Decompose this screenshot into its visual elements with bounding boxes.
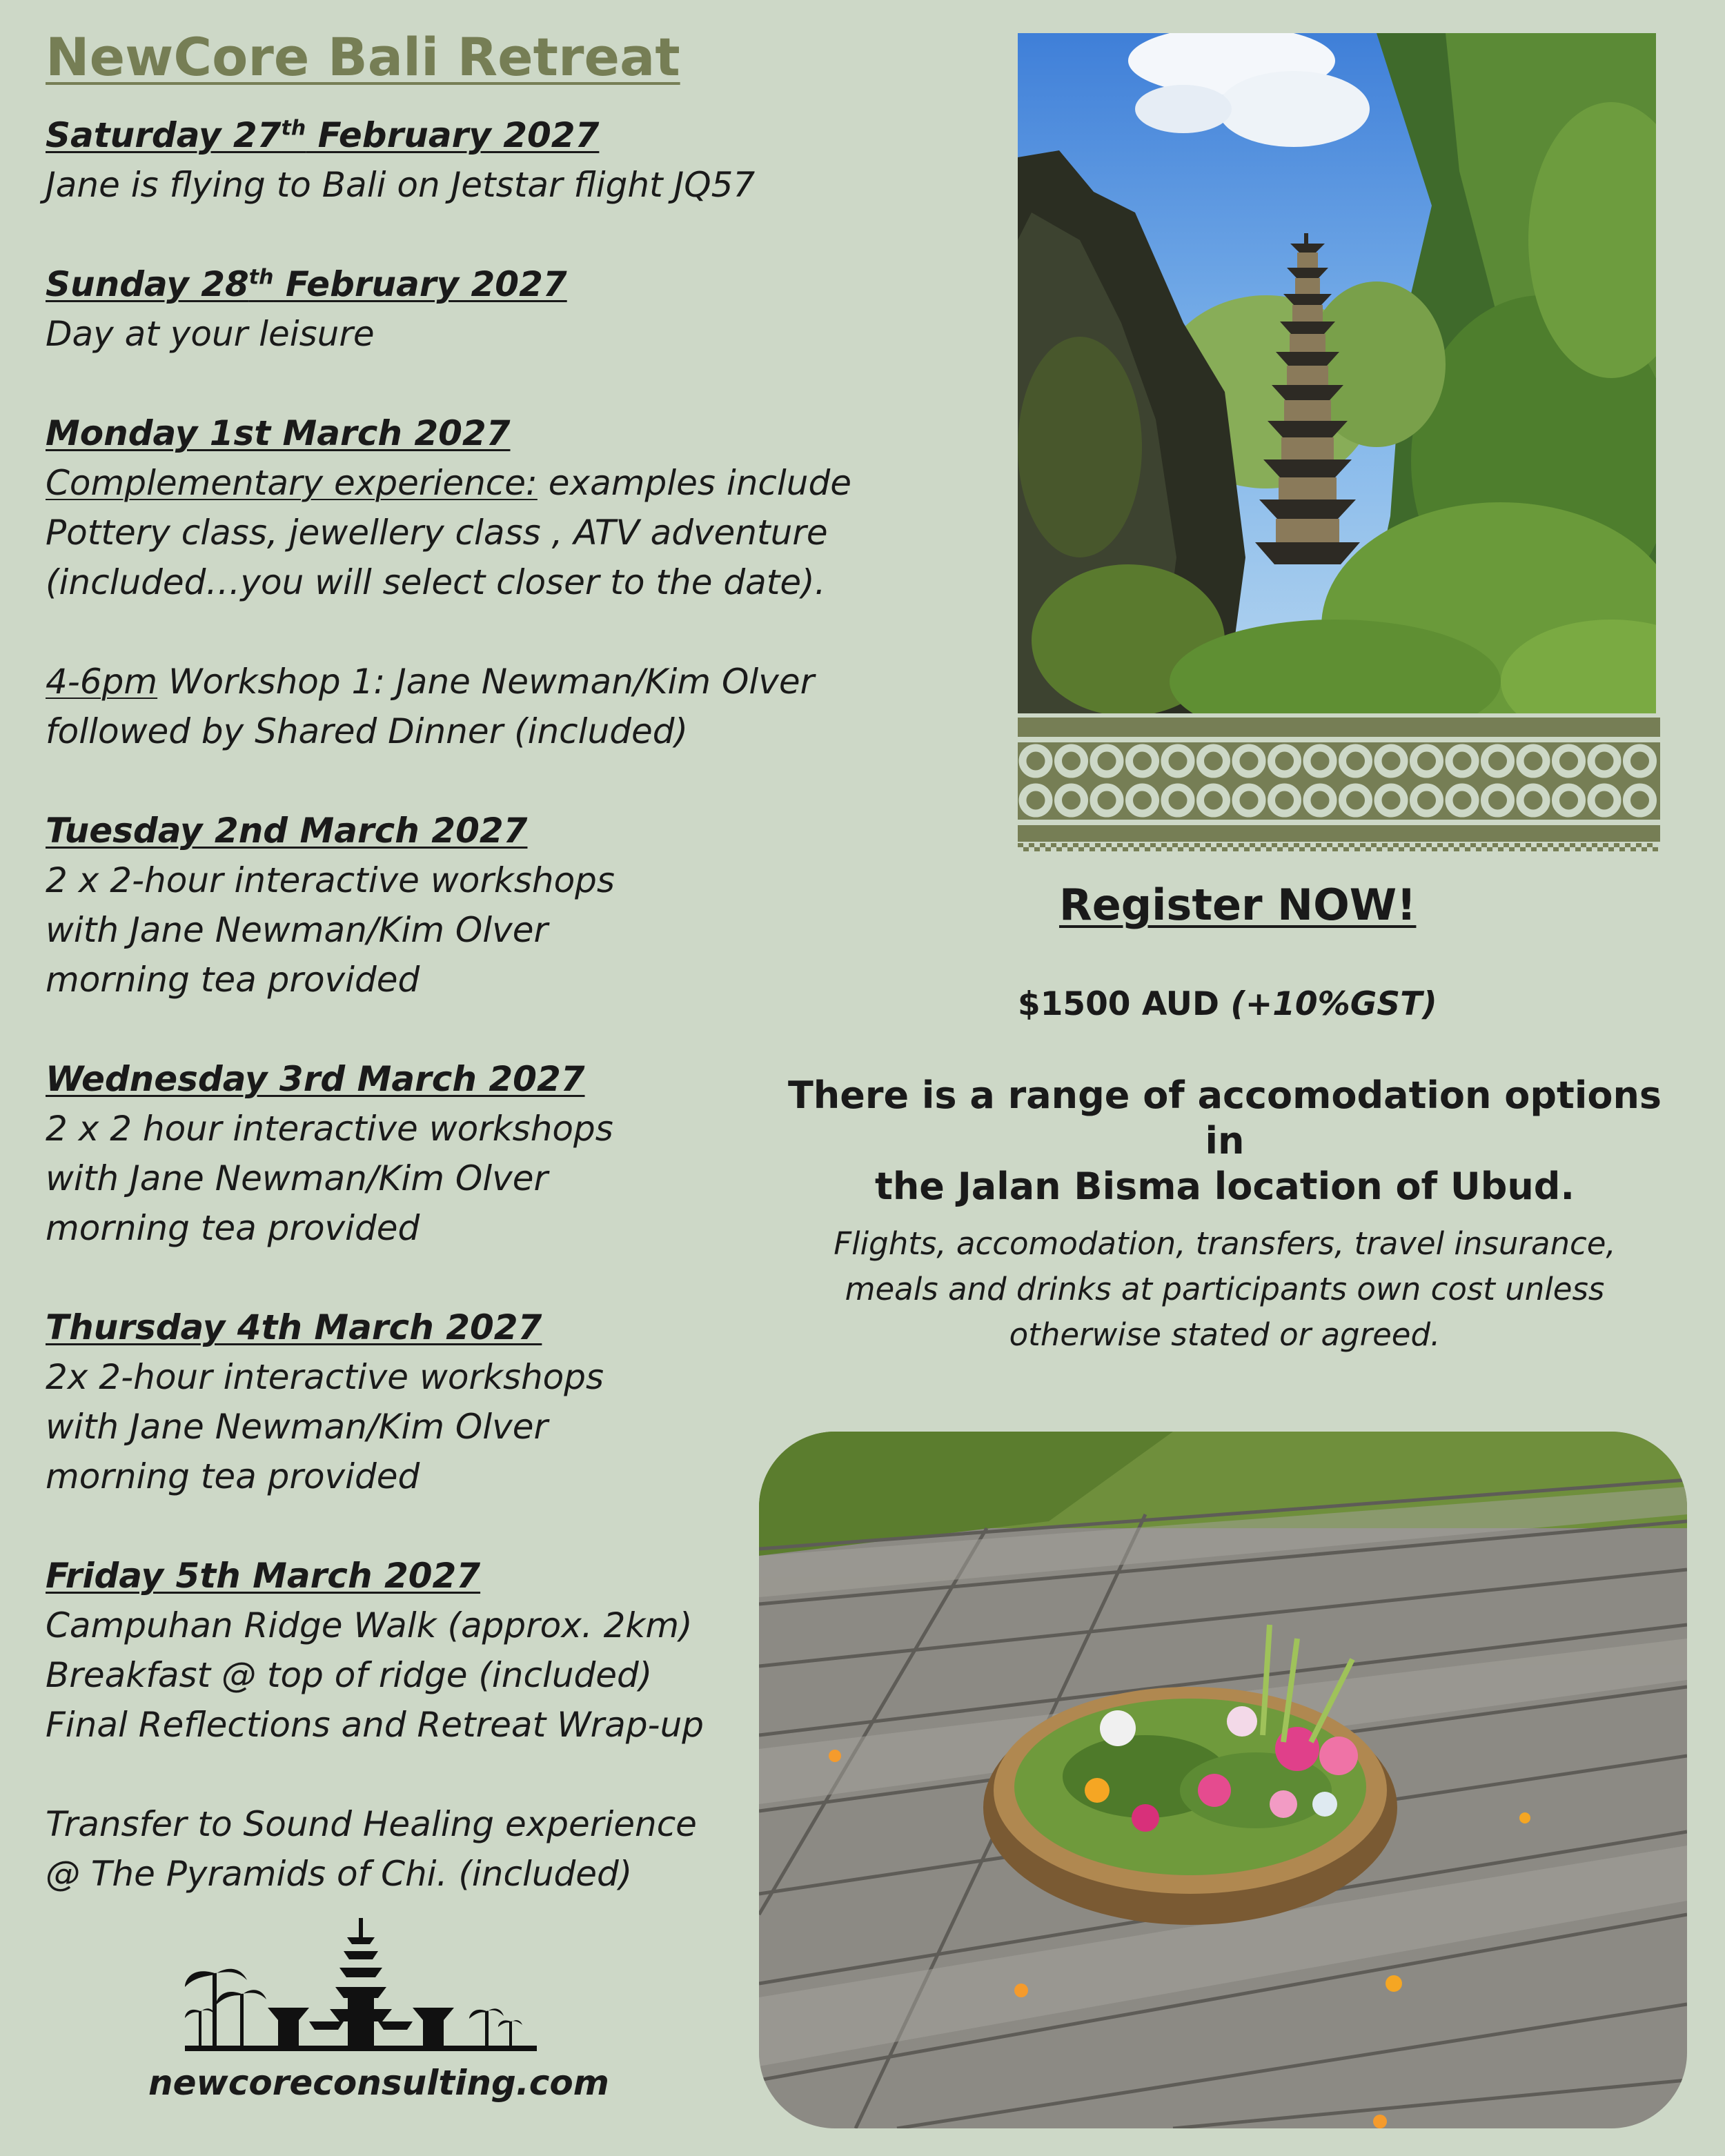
border-ring — [1094, 787, 1120, 813]
border-checker — [1415, 843, 1421, 847]
day-saturday — [46, 110, 860, 210]
border-checker — [1161, 843, 1167, 847]
day-friday — [46, 1551, 860, 1899]
offering-photo-illustration — [759, 1432, 1687, 2128]
border-checker — [1255, 847, 1261, 851]
border-checker — [1078, 847, 1084, 851]
border-checker — [1194, 843, 1200, 847]
border-checker — [1178, 847, 1183, 851]
border-checker — [1448, 843, 1454, 847]
border-checker — [1117, 843, 1123, 847]
border-ring — [1058, 748, 1085, 774]
border-checker — [1581, 843, 1586, 847]
border-checker — [1056, 847, 1062, 851]
border-checker — [1625, 843, 1630, 847]
day-detail: with Jane Newman/Kim Olver — [46, 1158, 549, 1198]
price-amount: $1500 AUD — [1018, 985, 1219, 1023]
border-checker — [1520, 847, 1526, 851]
border-checker — [1354, 847, 1360, 851]
border-checker — [1233, 847, 1239, 851]
border-ring — [1556, 748, 1582, 774]
border-checker — [1470, 843, 1476, 847]
temple-photo — [1018, 33, 1656, 713]
border-ring — [1023, 748, 1049, 774]
border-checker — [1366, 847, 1371, 851]
day-wednesday — [46, 1054, 860, 1253]
border-checker — [1432, 847, 1437, 851]
border-checker — [1266, 847, 1272, 851]
day-detail: with Jane Newman/Kim Olver — [46, 1407, 549, 1447]
border-checker — [1410, 847, 1415, 851]
border-checker — [1332, 847, 1338, 851]
border-checker — [1216, 843, 1222, 847]
border-ring — [1201, 787, 1227, 813]
price-tax: (+10%GST) — [1230, 985, 1437, 1023]
border-checker — [1288, 847, 1294, 851]
border-checker — [1277, 847, 1283, 851]
border-ring — [1165, 787, 1191, 813]
border-ring — [1272, 787, 1298, 813]
border-ring — [1236, 748, 1262, 774]
border-checker — [1619, 847, 1625, 851]
day-detail: Jane is flying to Bali on Jetstar flight JQ57 — [46, 165, 756, 205]
border-checker — [1548, 843, 1553, 847]
border-ring — [1414, 748, 1440, 774]
border-checker — [1128, 843, 1134, 847]
border-ring — [1591, 748, 1617, 774]
border-ring — [1236, 787, 1262, 813]
day-heading-tuesday: Tuesday 2nd March 2027 — [46, 811, 528, 851]
border-checker — [1443, 847, 1448, 851]
border-checker — [1310, 847, 1316, 851]
border-checker — [1542, 847, 1548, 851]
border-ring — [1627, 787, 1653, 813]
border-checker — [1239, 843, 1244, 847]
border-checker — [1134, 847, 1139, 851]
border-ring — [1058, 787, 1085, 813]
border-ring — [1130, 787, 1156, 813]
bali-temple-logo — [185, 1918, 537, 2063]
day-heading-thursday: Thursday 4th March 2027 — [46, 1307, 542, 1347]
day-detail: (included…you will select closer to the date). — [46, 562, 826, 602]
border-checker — [1492, 843, 1498, 847]
border-checker — [1189, 847, 1194, 851]
border-checker — [1272, 843, 1277, 847]
border-checker — [1200, 847, 1205, 851]
day-detail: morning tea provided — [46, 1456, 420, 1496]
border-ring — [1307, 748, 1333, 774]
day-detail: @ The Pyramids of Chi. (included) — [46, 1854, 633, 1894]
border-checker — [1570, 843, 1575, 847]
border-checker — [1537, 843, 1542, 847]
border-checker — [1630, 847, 1636, 851]
border-checker — [1531, 847, 1537, 851]
border-checker — [1614, 843, 1619, 847]
day-thursday — [46, 1303, 860, 1501]
border-checker — [1559, 843, 1564, 847]
border-ring — [1130, 748, 1156, 774]
day-sunday — [46, 259, 860, 359]
border-checker — [1034, 847, 1040, 851]
border-checker — [1045, 847, 1051, 851]
border-checker — [1603, 843, 1608, 847]
border-checker — [1454, 847, 1459, 851]
border-checker — [1228, 843, 1233, 847]
border-checker — [1283, 843, 1288, 847]
day-detail: Day at your leisure — [46, 314, 375, 354]
border-checker — [1211, 847, 1216, 851]
border-checker — [1150, 843, 1156, 847]
day-heading-friday: Friday 5th March 2027 — [46, 1556, 481, 1596]
day-heading-monday: Monday 1st March 2027 — [46, 413, 511, 453]
day-detail: Breakfast @ top of ridge (included) — [46, 1655, 653, 1695]
border-checker — [1106, 843, 1112, 847]
border-checker — [1090, 847, 1095, 851]
border-ring — [1520, 748, 1546, 774]
border-checker — [1515, 843, 1520, 847]
border-ring — [1343, 787, 1369, 813]
border-ring — [1201, 748, 1227, 774]
border-ring — [1591, 787, 1617, 813]
border-checker — [1377, 847, 1382, 851]
border-checker — [1095, 843, 1101, 847]
cost-disclaimer: Flights, accomodation, transfers, travel insurance, meals and drinks at participants own cost unless otherwise stated or agreed. — [834, 1225, 1616, 1353]
border-ring — [1485, 748, 1511, 774]
price — [1018, 985, 1437, 1023]
day-detail: followed by Shared Dinner (included) — [46, 711, 688, 751]
border-checker — [1465, 847, 1470, 851]
page-title: NewCore Bali Retreat — [46, 26, 680, 88]
border-checker — [1487, 847, 1492, 851]
border-checker — [1156, 847, 1161, 851]
day-detail: Complementary experience: examples include — [46, 463, 851, 503]
accommodation-note: There is a range of accomodation options in the Jalan Bisma location of Ubud. — [787, 1074, 1662, 1208]
border-checker — [1642, 847, 1647, 851]
border-checker — [1018, 843, 1023, 847]
day-detail: 2x 2-hour interactive workshops — [46, 1357, 604, 1397]
day-detail: morning tea provided — [46, 960, 420, 1000]
border-ring — [1449, 748, 1475, 774]
border-ring — [1378, 787, 1404, 813]
day-tuesday — [46, 806, 860, 1005]
border-checker — [1123, 847, 1128, 851]
border-checker — [1382, 843, 1388, 847]
border-checker — [1586, 847, 1592, 851]
border-checker — [1205, 843, 1211, 847]
day-detail: Final Reflections and Retreat Wrap-up — [46, 1705, 704, 1745]
border-checker — [1653, 847, 1658, 851]
border-checker — [1167, 847, 1172, 851]
temple-photo-illustration — [1018, 33, 1656, 713]
day-detail: 2 x 2 hour interactive workshops — [46, 1109, 613, 1149]
day-detail: morning tea provided — [46, 1208, 420, 1248]
border-checker — [1062, 843, 1067, 847]
offering-photo — [759, 1432, 1687, 2128]
circle-pattern-border — [1018, 718, 1660, 856]
border-ring — [1414, 787, 1440, 813]
border-checker — [1371, 843, 1377, 847]
border-ring — [1378, 748, 1404, 774]
border-checker — [1139, 843, 1145, 847]
day-heading-sunday: Sunday 28th February 2027 — [46, 264, 567, 304]
border-checker — [1498, 847, 1504, 851]
border-checker — [1575, 847, 1581, 851]
border-checker — [1244, 847, 1250, 851]
border-checker — [1592, 843, 1597, 847]
border-checker — [1073, 843, 1078, 847]
day-heading-wednesday: Wednesday 3rd March 2027 — [46, 1059, 585, 1099]
website-link[interactable]: newcoreconsulting.com — [148, 2063, 609, 2103]
border-checker — [1145, 847, 1150, 851]
day-detail: Pottery class, jewellery class , ATV adventure — [46, 513, 828, 553]
border-checker — [1564, 847, 1570, 851]
border-checker — [1553, 847, 1559, 851]
border-checker — [1261, 843, 1266, 847]
border-checker — [1112, 847, 1117, 851]
border-ring — [1165, 748, 1191, 774]
border-checker — [1222, 847, 1228, 851]
border-checker — [1172, 843, 1178, 847]
border-ring — [1307, 787, 1333, 813]
border-checker — [1636, 843, 1642, 847]
border-ring — [1556, 787, 1582, 813]
border-checker — [1476, 847, 1481, 851]
border-checker — [1349, 843, 1354, 847]
border-checker — [1426, 843, 1432, 847]
border-ring — [1343, 748, 1369, 774]
border-checker — [1343, 847, 1349, 851]
border-checker — [1294, 843, 1299, 847]
border-checker — [1338, 843, 1343, 847]
border-checker — [1067, 847, 1073, 851]
temple-silhouette-icon — [185, 1918, 537, 2063]
border-checker — [1101, 847, 1106, 851]
border-checker — [1597, 847, 1603, 851]
border-checker — [1421, 847, 1426, 851]
day-detail: Transfer to Sound Healing experience — [46, 1804, 697, 1844]
day-detail: 2 x 2-hour interactive workshops — [46, 860, 615, 900]
decorative-border — [1018, 718, 1660, 856]
border-ring — [1272, 748, 1298, 774]
border-checker — [1504, 843, 1509, 847]
border-checker — [1399, 847, 1404, 851]
border-checker — [1305, 843, 1310, 847]
border-checker — [1299, 847, 1305, 851]
border-checker — [1459, 843, 1465, 847]
border-checker — [1388, 847, 1393, 851]
border-checker — [1608, 847, 1614, 851]
border-checker — [1316, 843, 1321, 847]
border-checker — [1647, 843, 1653, 847]
border-ring — [1094, 748, 1120, 774]
border-checker — [1327, 843, 1332, 847]
day-detail: Campuhan Ridge Walk (approx. 2km) — [46, 1605, 693, 1645]
border-ring — [1023, 787, 1049, 813]
itinerary — [46, 110, 860, 1948]
border-checker — [1250, 843, 1255, 847]
border-ring — [1485, 787, 1511, 813]
border-ring — [1449, 787, 1475, 813]
border-ring — [1627, 748, 1653, 774]
border-checker — [1404, 843, 1410, 847]
border-checker — [1481, 843, 1487, 847]
border-checker — [1360, 843, 1366, 847]
border-checker — [1051, 843, 1056, 847]
border-checker — [1393, 843, 1399, 847]
border-checker — [1509, 847, 1515, 851]
border-checker — [1526, 843, 1531, 847]
day-heading-saturday: Saturday 27th February 2027 — [46, 115, 600, 155]
border-checker — [1321, 847, 1327, 851]
day-monday — [46, 408, 860, 756]
border-checker — [1040, 843, 1045, 847]
border-checker — [1023, 847, 1029, 851]
border-checker — [1029, 843, 1034, 847]
border-ring — [1520, 787, 1546, 813]
register-now-link[interactable]: Register NOW! — [1059, 880, 1417, 930]
border-checker — [1437, 843, 1443, 847]
day-detail: with Jane Newman/Kim Olver — [46, 910, 549, 950]
border-checker — [1183, 843, 1189, 847]
day-detail: 4-6pm Workshop 1: Jane Newman/Kim Olver — [46, 662, 815, 702]
border-checker — [1084, 843, 1090, 847]
